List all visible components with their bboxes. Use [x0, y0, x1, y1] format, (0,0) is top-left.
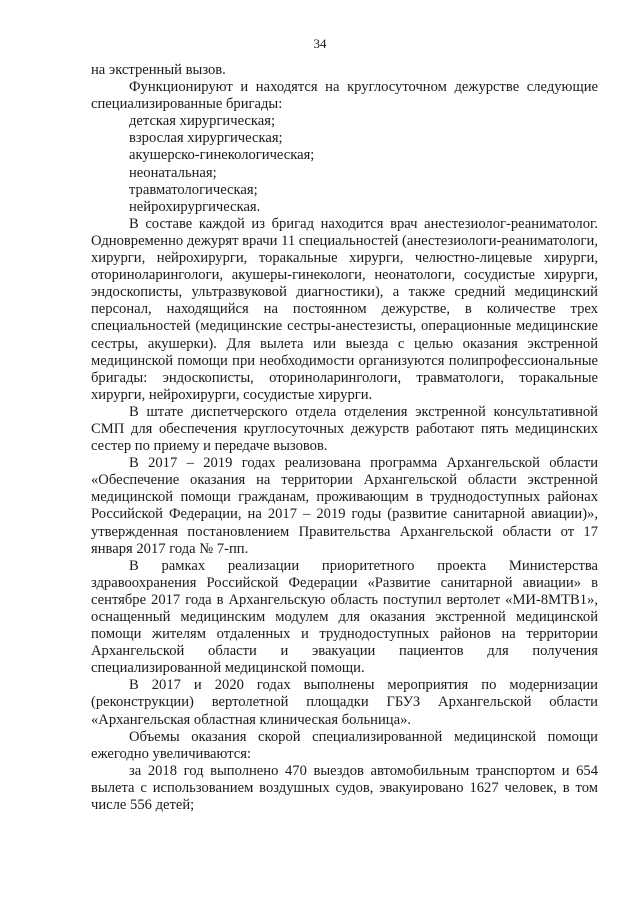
brigade-list-item: взрослая хирургическая; [129, 130, 283, 147]
body-paragraph: В штате диспетчерского отдела отделения экстренной консультативной СМП для обеспечения круглосуточных дежурств работают пять медицинских сестер по приему и передаче вызовов. [91, 403, 598, 455]
body-paragraph: Объемы оказания скорой специализированной медицинской помощи ежегодно увеличиваются: [91, 728, 598, 762]
brigade-list-item: неонатальная; [129, 164, 217, 181]
body-paragraph: В составе каждой из бригад находится врач анестезиолог-реаниматолог. Одновременно дежурят врачи 11 специальностей (анестезиологи-реаниматологи, хирурги, нейрохирурги, торакальные хирурги, челюстно-лицевые хирурги, оториноларингологи, акушеры-гинекологи, неонатологи, сосудистые хирурги, эндоскописты, ультразвуковой диагностики), а также средний медицинский персонал, находящийся на постоянном дежурстве, в количестве трех специальностей (медицинские сестры-анестезисты, операционные медицинские сестры, акушерки). Для вылета или выезда с целью оказания экстренной медицинской помощи при необходимости организуются полипрофессиональные бригады: эндоскописты, оториноларингологи, травматологи, торакальные хирурги, нейрохирурги, сосудистые хирурги. [91, 215, 598, 403]
body-paragraph: за 2018 год выполнено 470 выездов автомобильным транспортом и 654 вылета с использованием воздушных судов, эвакуировано 1627 человек, в том числе 556 детей; [91, 762, 598, 814]
document-body [91, 62, 598, 814]
body-paragraph: на экстренный вызов. [91, 62, 226, 78]
body-paragraph: Функционируют и находятся на круглосуточном дежурстве следующие специализированные бригады: [91, 79, 598, 113]
brigade-list-item: акушерско-гинекологическая; [129, 147, 315, 164]
body-paragraph: В 2017 и 2020 годах выполнены мероприятия по модернизации (реконструкции) вертолетной площадки ГБУЗ Архангельской области «Архангельская областная клиническая больница». [91, 677, 598, 728]
brigade-list [91, 113, 598, 216]
brigade-list-item: детская хирургическая; [129, 113, 276, 130]
body-paragraph: В 2017 – 2019 годах реализована программа Архангельской области «Обеспечение оказания на территории Архангельской области экстренной медицинской помощи гражданам, проживающим в труднодоступных районах Российской Федерации, на 2017 – 2019 годы (развитие санитарной авиации)», утвержденная постановлением Правительства Архангельской области от 17 января 2017 года № 7-пп. [91, 455, 598, 557]
page-number: 34 [313, 36, 327, 51]
body-paragraph: В рамках реализации приоритетного проекта Министерства здравоохранения Российской Федерации «Развитие санитарной авиации» в сентябре 2017 года в Архангельскую область поступил вертолет «МИ-8МТВ1», оснащенный медицинским модулем для оказания экстренной медицинской помощи жителям отдаленных и труднодоступных районов на территории Архангельской области и эвакуации пациентов для получения специализированной медицинской помощи. [91, 557, 598, 677]
paragraphs-after-list [91, 216, 598, 814]
paragraphs-before-list [91, 62, 598, 113]
brigade-list-item: нейрохирургическая. [129, 198, 261, 215]
brigade-list-item: травматологическая; [129, 181, 258, 198]
